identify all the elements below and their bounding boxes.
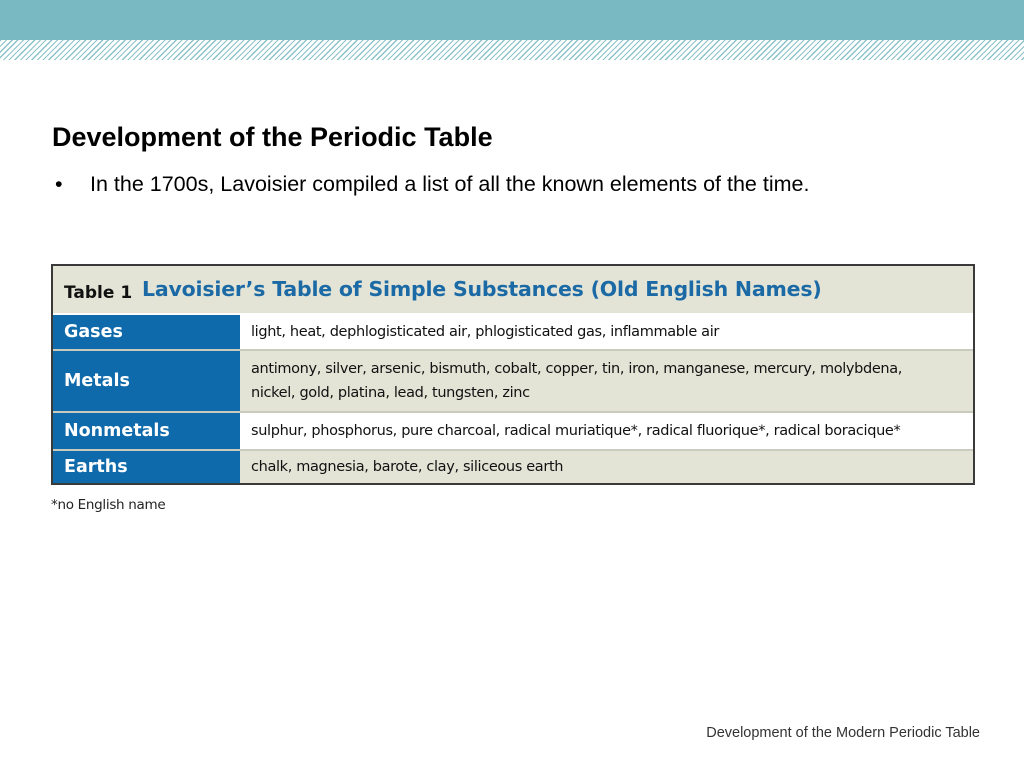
- top-decor-band: [0, 0, 1024, 40]
- top-decor-hatch: [0, 40, 1024, 60]
- row-category: Metals: [53, 351, 240, 411]
- table-row: [53, 411, 973, 449]
- table-row: [53, 349, 973, 411]
- table-caption: Lavoisier’s Table of Simple Substances (Old English Names): [142, 277, 822, 301]
- row-items: sulphur, phosphorus, pure charcoal, radical muriatique*, radical fluorique*, radical boracique*: [240, 413, 973, 449]
- table-row: [53, 449, 973, 483]
- bullet-text: In the 1700s, Lavoisier compiled a list of all the known elements of the time.: [90, 172, 810, 196]
- bullet-dot-icon: •: [55, 172, 63, 196]
- lavoisier-table: [51, 264, 975, 485]
- table-header: [53, 266, 973, 315]
- table-number: Table 1: [64, 283, 133, 303]
- row-items: chalk, magnesia, barote, clay, siliceous earth: [240, 451, 973, 483]
- row-category: Gases: [53, 315, 240, 349]
- table-footnote: *no English name: [51, 497, 166, 513]
- slide-title: Development of the Periodic Table: [52, 122, 493, 152]
- row-items: light, heat, dephlogisticated air, phlogisticated gas, inflammable air: [240, 315, 973, 349]
- row-category: Nonmetals: [53, 413, 240, 449]
- row-items-line: nickel, gold, platina, lead, tungsten, zinc: [251, 385, 530, 401]
- table-row: [53, 315, 973, 349]
- row-category: Earths: [53, 451, 240, 483]
- row-items: [240, 351, 973, 411]
- row-items-line: antimony, silver, arsenic, bismuth, cobalt, copper, tin, iron, manganese, mercury, molybdena,: [251, 361, 903, 377]
- slide-footer: Development of the Modern Periodic Table: [706, 725, 980, 741]
